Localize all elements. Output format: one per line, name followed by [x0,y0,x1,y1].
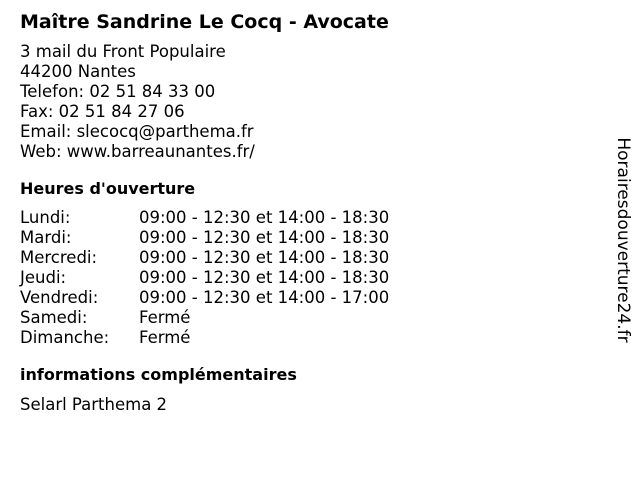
hours-row-sunday [20,328,590,348]
site-watermark: Horairesdouverture24.fr [613,137,633,343]
email-line: Email: slecocq@parthema.fr [20,122,254,141]
fax-line: Fax: 02 51 84 27 06 [20,102,185,121]
hours-row-tuesday [20,228,590,248]
info-heading: informations complémentaires [20,365,297,384]
time-value: 09:00 - 12:30 et 14:00 - 17:00 [139,288,390,307]
day-label: Mercredi: [20,248,98,267]
time-value: Fermé [139,328,191,347]
hours-row-saturday [20,308,590,328]
phone-line: Telefon: 02 51 84 33 00 [20,82,216,101]
day-label: Dimanche: [20,328,110,347]
business-title: Maître Sandrine Le Cocq - Avocate [20,11,389,33]
time-value: 09:00 - 12:30 et 14:00 - 18:30 [139,208,390,227]
hours-heading: Heures d'ouverture [20,179,196,198]
info-text: Selarl Parthema 2 [20,395,168,414]
business-card [20,9,590,415]
address-city: 44200 Nantes [20,62,136,81]
time-value: 09:00 - 12:30 et 14:00 - 18:30 [139,268,390,287]
hours-row-friday [20,288,590,308]
day-label: Vendredi: [20,288,99,307]
day-label: Jeudi: [20,268,67,287]
day-label: Lundi: [20,208,71,227]
hours-table [20,208,590,348]
address-street: 3 mail du Front Populaire [20,42,226,61]
web-line: Web: www.barreaunantes.fr/ [20,142,255,161]
time-value: 09:00 - 12:30 et 14:00 - 18:30 [139,228,390,247]
time-value: Fermé [139,308,191,327]
day-label: Mardi: [20,228,72,247]
hours-row-monday [20,208,590,228]
hours-row-wednesday [20,248,590,268]
hours-row-thursday [20,268,590,288]
day-label: Samedi: [20,308,88,327]
time-value: 09:00 - 12:30 et 14:00 - 18:30 [139,248,390,267]
